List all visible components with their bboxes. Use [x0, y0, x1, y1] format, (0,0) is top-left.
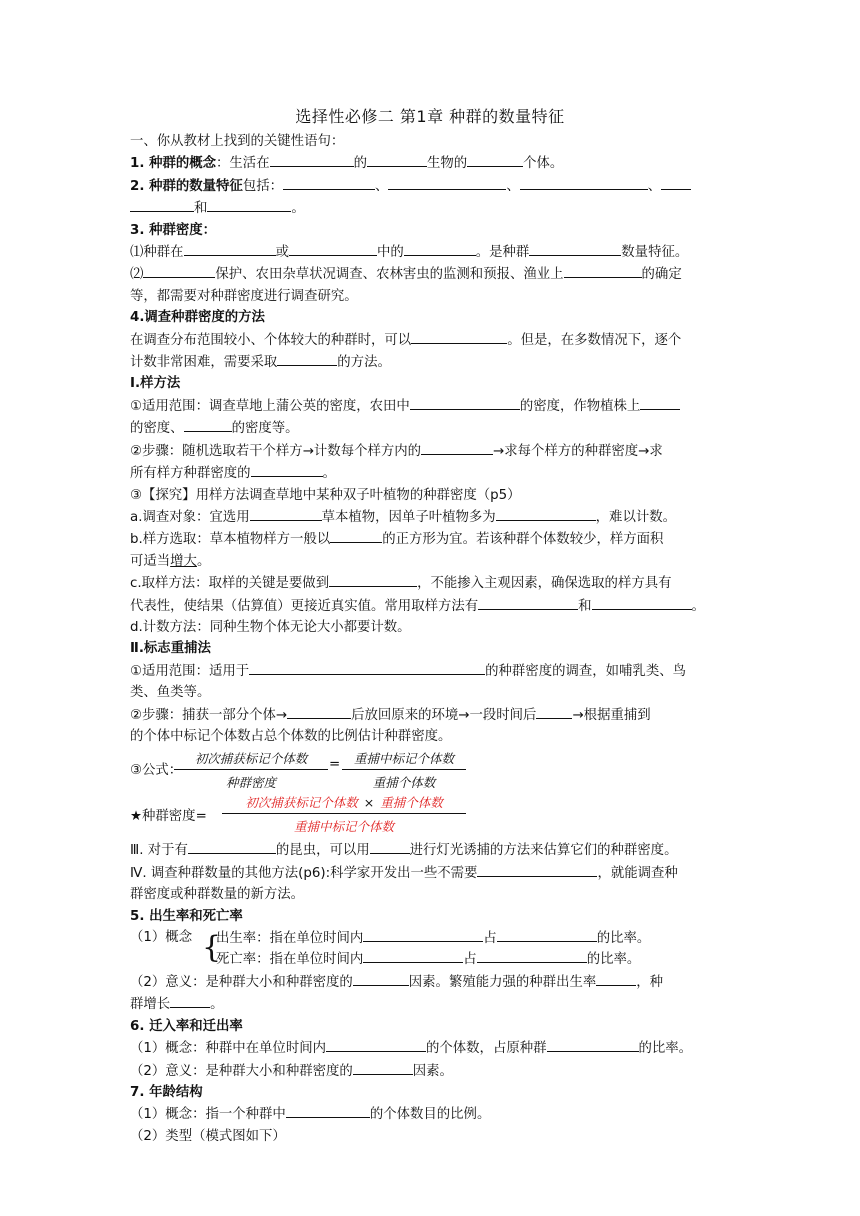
numerator-term: 初次捕获标记个体数	[245, 795, 358, 811]
blank[interactable]	[286, 1103, 370, 1118]
text: ，不能掺入主观因素，确保选取的样方具有	[417, 576, 672, 592]
text: ，就能调查种	[597, 865, 678, 881]
text: 因素。繁殖能力强的种群出生率	[408, 975, 597, 990]
text: 因素。	[412, 1063, 453, 1079]
text: 和	[194, 201, 208, 217]
text: 进行灯光诱捕的方法来估算它们的种群密度。	[409, 843, 678, 859]
death-rate-line	[216, 948, 640, 970]
fraction-left	[174, 749, 328, 791]
density-line-2	[130, 263, 730, 285]
method-line-2	[130, 351, 730, 373]
numerator-term: 重捕个体数	[380, 795, 443, 811]
section-heading: 6. 迁入率和迁出率	[130, 1018, 243, 1034]
blank[interactable]	[411, 329, 507, 344]
section-heading: 5. 出生率和死亡率	[130, 908, 243, 924]
underlined-text: 增大	[170, 553, 197, 569]
fraction-right	[342, 749, 466, 791]
text: 个体。	[523, 156, 564, 172]
text: ②步骤：捕获一部分个体→	[130, 707, 288, 723]
features-line	[130, 175, 730, 197]
text: 后放回原来的环境→一段时间后	[351, 707, 537, 723]
birth-death-meaning-2	[130, 993, 730, 1015]
text: 和	[578, 598, 592, 614]
text: （1）概念：指一个种群中	[130, 1107, 286, 1123]
text: 所有样方种群密度的	[130, 466, 251, 482]
quadrat-line-1	[130, 395, 730, 417]
text: （2）意义：是种群大小和种群密度的	[130, 975, 353, 990]
intro-line: 一、你从教材上找到的关键性语句：	[130, 134, 345, 149]
text: →求每个样方的种群密度→求	[493, 443, 663, 459]
quadrat-line-2	[130, 417, 730, 439]
quadrat-line-10	[130, 595, 730, 617]
text: （1）概念	[130, 930, 193, 945]
numerator: 重捕中标记个体数	[342, 749, 466, 770]
blank[interactable]	[353, 971, 409, 986]
blank[interactable]	[367, 152, 427, 167]
density-line-3: 等，都需要对种群密度进行调查研究。	[130, 288, 358, 304]
mark-line-4: 的个体中标记个体数占总个体数的比例估计种群密度。	[130, 728, 452, 744]
blank[interactable]	[388, 175, 506, 190]
numerator	[222, 793, 466, 814]
blank[interactable]	[353, 1060, 413, 1075]
text: Ⅳ. 调查种群数量的其他方法(p6):科学家开发出一些不需要	[130, 865, 478, 881]
blank[interactable]	[640, 395, 680, 410]
blank[interactable]	[249, 660, 485, 675]
blank[interactable]	[496, 506, 596, 521]
text: 。	[196, 553, 211, 569]
section-heading: 3. 种群密度：	[130, 222, 217, 238]
text: 出生率：指在单位时间内	[216, 931, 364, 946]
blank[interactable]	[536, 704, 572, 719]
text: 。	[691, 598, 705, 614]
text: 的确定	[641, 267, 682, 283]
blank[interactable]	[467, 152, 523, 167]
subsection-heading: Ⅰ.样方法	[130, 376, 181, 392]
text: 的比率。	[596, 931, 651, 946]
blank[interactable]	[520, 175, 648, 190]
blank[interactable]	[661, 175, 691, 190]
quadrat-line-6	[130, 506, 730, 528]
density-line-1	[130, 241, 730, 263]
text: 的昆虫，可以用	[275, 843, 370, 859]
density-formula	[130, 791, 730, 839]
text: b.样方选取：草本植物样方一般以	[130, 532, 331, 548]
blank[interactable]	[287, 704, 351, 719]
mark-line-1	[130, 660, 730, 682]
text: 的密度等。	[231, 421, 299, 437]
text: 数量特征。	[621, 245, 689, 261]
section-heading: 1. 种群的概念	[130, 156, 217, 172]
section-heading: 4.调查种群密度的方法	[130, 310, 265, 326]
density-fraction	[222, 793, 466, 835]
blank[interactable]	[404, 241, 476, 256]
text: 。	[210, 997, 224, 1013]
blank[interactable]	[592, 595, 692, 610]
text: →根据重捕到	[572, 707, 651, 723]
blank[interactable]	[188, 839, 276, 854]
denominator: 重捕个体数	[372, 775, 436, 791]
blank[interactable]	[370, 839, 410, 854]
blank[interactable]	[363, 948, 463, 963]
text: ②步骤：随机选取若干个样方→计数每个样方内的	[130, 443, 422, 459]
text: 、	[647, 178, 662, 194]
page-title: 选择性必修二 第1章 种群的数量特征	[295, 107, 565, 126]
blank[interactable]	[289, 241, 377, 256]
blank[interactable]	[363, 927, 483, 942]
birth-rate-line	[216, 927, 650, 949]
text: 保护、农田杂草状况调查、农林害虫的监测和预报、渔业上	[215, 267, 564, 283]
text: 的种群密度的调查，如哺乳类、鸟	[485, 663, 686, 679]
text: 草本植物，因单子叶植物多为	[321, 509, 496, 525]
times-sign: ×	[363, 795, 375, 811]
blank[interactable]	[283, 175, 375, 190]
text: 。	[322, 466, 336, 482]
blank[interactable]	[250, 506, 322, 521]
text: Ⅲ. 对于有	[130, 843, 188, 859]
method-line-1	[130, 329, 730, 351]
text: 。是种群	[475, 245, 530, 261]
quadrat-line-4	[130, 462, 730, 484]
text: ，种	[636, 975, 664, 990]
text: 。但是，在多数情况下，逐个	[507, 332, 682, 348]
migration-line-1	[130, 1037, 730, 1059]
blank[interactable]	[277, 351, 337, 366]
text: a.调查对象：宜选用	[130, 509, 250, 525]
text: 包括：	[242, 178, 283, 194]
birth-death-group	[130, 927, 730, 971]
blank[interactable]	[184, 417, 232, 432]
blank[interactable]	[130, 197, 194, 212]
text: 、	[374, 178, 389, 194]
text: 的密度，作物植株上	[519, 398, 641, 414]
age-line-1	[130, 1103, 730, 1125]
text: ⑴种群在	[130, 245, 184, 261]
section-heading: 7. 年龄结构	[130, 1085, 203, 1101]
blank[interactable]	[410, 395, 520, 410]
blank[interactable]	[596, 971, 636, 986]
other-methods-line-2: 群密度或种群数量的新方法。	[130, 887, 305, 903]
blank[interactable]	[143, 263, 215, 278]
blank[interactable]	[529, 241, 621, 256]
quadrat-line-7	[130, 528, 730, 550]
text: 的个体数目的比例。	[369, 1107, 491, 1123]
text: 中的	[376, 245, 404, 261]
text: 的比率。	[586, 952, 641, 967]
text: ①适用范围：适用于	[130, 663, 250, 679]
denominator: 种群密度	[225, 775, 276, 791]
features-line-2	[130, 197, 730, 219]
concept-line	[130, 152, 730, 174]
equals-sign: =	[329, 757, 341, 773]
blank[interactable]	[477, 862, 597, 877]
blank[interactable]	[421, 440, 493, 455]
text: 计数非常困难，需要采取	[130, 355, 278, 371]
worksheet	[130, 104, 730, 1147]
text: ，难以计数。	[595, 509, 677, 525]
quadrat-line-3	[130, 440, 730, 462]
blank[interactable]	[330, 528, 382, 543]
quadrat-line-8	[130, 551, 730, 572]
text: 的比率。	[638, 1041, 693, 1057]
blank[interactable]	[326, 1037, 426, 1052]
blank[interactable]	[478, 595, 578, 610]
quadrat-line-5: ③【探究】用样方法调查草地中某种双子叶植物的种群密度（p5）	[130, 487, 521, 503]
text: 、	[506, 178, 520, 194]
formula	[130, 747, 730, 791]
text: 的正方形为宜。若该种群个体数较少，样方面积	[382, 532, 664, 548]
text: 可适当	[130, 553, 171, 569]
text: 占	[463, 952, 477, 967]
formula-label: ③公式：	[130, 763, 183, 779]
text: 代表性，使结果（估算值）更接近真实值。常用取样方法有	[130, 598, 479, 614]
blank[interactable]	[477, 948, 587, 963]
birth-death-meaning	[130, 971, 730, 993]
subsection-heading: Ⅱ.标志重捕法	[130, 641, 211, 657]
text: 的密度、	[130, 421, 184, 437]
text: 生物的	[426, 156, 468, 172]
light-trap-line	[130, 839, 730, 861]
text: ⑵	[130, 267, 144, 283]
blank[interactable]	[251, 462, 323, 477]
formula-label: ★种群密度=	[130, 809, 207, 825]
numerator: 初次捕获标记个体数	[174, 749, 328, 770]
text: 。	[291, 201, 305, 217]
blank[interactable]	[564, 263, 642, 278]
text: 或	[275, 245, 289, 261]
mark-line-2: 类、鱼类等。	[130, 685, 211, 701]
quadrat-line-9	[130, 572, 730, 594]
blank[interactable]	[497, 927, 597, 942]
other-methods-line-1	[130, 862, 730, 884]
migration-line-2	[130, 1060, 730, 1082]
age-line-2: （2）类型（模式图如下）	[130, 1128, 286, 1144]
mark-line-3	[130, 704, 730, 726]
text: c.取样方法：取样的关键是要做到	[130, 576, 330, 592]
text: ：生活在	[216, 156, 270, 172]
blank[interactable]	[329, 572, 417, 587]
blank[interactable]	[184, 241, 276, 256]
section-heading: 2. 种群的数量特征	[130, 178, 243, 194]
quadrat-line-11: d.计数方法：同种生物个体无论大小都要计数。	[130, 619, 411, 635]
text: ①适用范围：调查草地上蒲公英的密度，农田中	[130, 398, 410, 414]
blank[interactable]	[207, 197, 291, 212]
text: 死亡率：指在单位时间内	[216, 952, 364, 967]
text: 在调查分布范围较小、个体较大的种群时，可以	[130, 332, 412, 348]
text: 的方法。	[337, 355, 391, 371]
denominator: 重捕中标记个体数	[293, 819, 394, 835]
text: （1）概念：种群中在单位时间内	[130, 1041, 326, 1057]
text: 的	[353, 156, 367, 172]
blank[interactable]	[170, 993, 210, 1008]
text: 占	[483, 931, 497, 946]
blank[interactable]	[270, 152, 354, 167]
text: （2）意义：是种群大小和种群密度的	[130, 1063, 353, 1079]
blank[interactable]	[547, 1037, 639, 1052]
text: 的个体数，占原种群	[426, 1041, 547, 1057]
brace: {	[202, 930, 222, 965]
text: 群增长	[130, 997, 171, 1013]
